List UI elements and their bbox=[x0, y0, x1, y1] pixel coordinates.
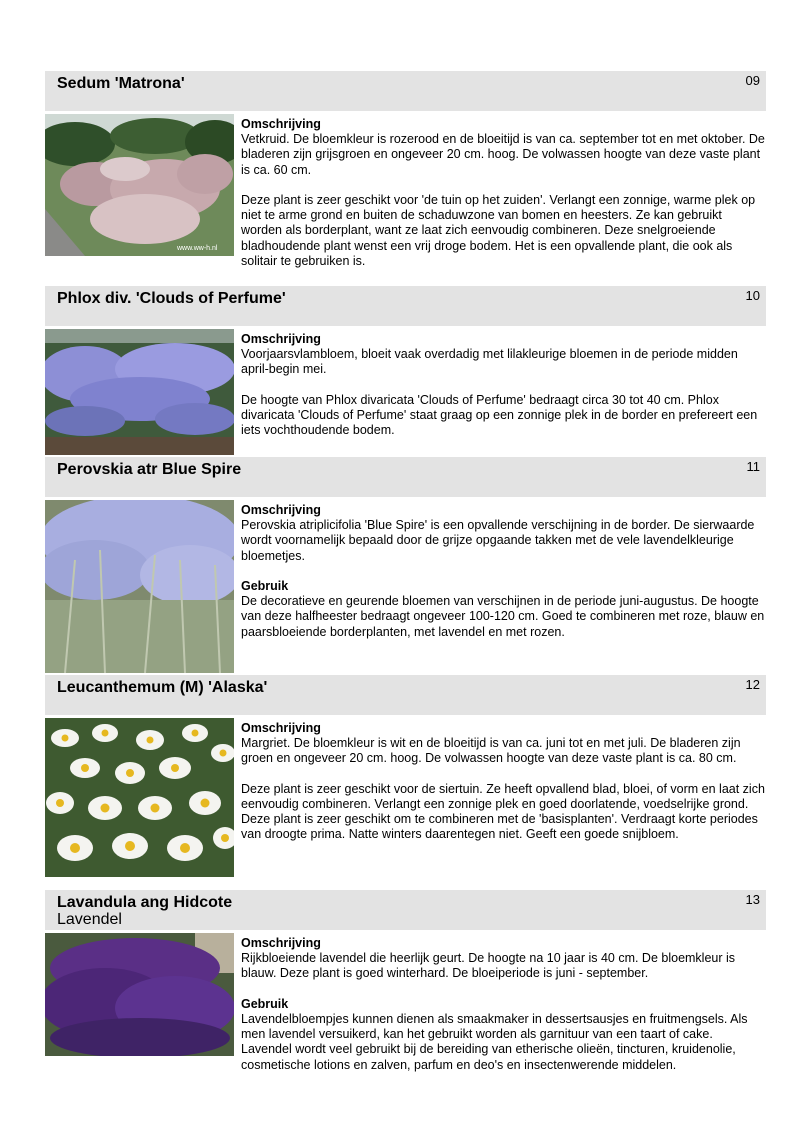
plant-name: Phlox div. 'Clouds of Perfume' bbox=[57, 290, 286, 307]
section-heading: Omschrijving bbox=[241, 936, 321, 950]
section-heading: Gebruik bbox=[241, 996, 289, 1011]
plant-name: Leucanthemum (M) 'Alaska' bbox=[57, 679, 268, 696]
paragraph: De decoratieve en geurende bloemen van verschijnen in de periode juni-augustus. De hoogte van deze halfheester bedraagt ongeveer 100-120 cm. Goed te combineren met roze, blauw en paarsbloeiende borderplanten, met lavendel en met rozen. bbox=[241, 594, 765, 639]
plant-number: 11 bbox=[746, 459, 760, 474]
plant-photo bbox=[45, 500, 234, 673]
paragraph: Deze plant is zeer geschikt voor 'de tuin op het zuiden'. Verlangt een zonnige, warme plek op niet te arme grond en buiten de schaduwzone van bomen en heesters. Ze kan gebruikt worden als borderplant, want ze laat zich eenvoudig combineren. Deze snelgroeiende bladhoudende plant wenst een vrij droge bodem. Het is een opvallende plant, die ook als solitair te gebruiken is. bbox=[241, 193, 756, 268]
plant-entry-leucanthemum bbox=[45, 675, 766, 842]
paragraph: Margriet. De bloemkleur is wit en de bloeitijd is van ca. juni tot en met juli. De bladeren zijn groen en ongeveer 20 cm. hoog. De volwassen hoogte van deze vaste plant is ca. 80 cm. bbox=[241, 736, 741, 766]
plant-description bbox=[241, 936, 766, 1073]
plant-photo bbox=[45, 933, 234, 1056]
section-heading: Gebruik bbox=[241, 579, 289, 593]
plant-header bbox=[45, 890, 766, 930]
plant-header bbox=[45, 457, 766, 497]
plant-description bbox=[241, 503, 766, 640]
plant-description bbox=[241, 332, 766, 438]
plant-entry-sedum bbox=[45, 71, 766, 268]
paragraph: Lavendelbloempjes kunnen dienen als smaakmaker in dessertsausjes en fruitmengsels. Als men lavendel versuikerd, kan het gebruikt worden als garnituur van een taart of cake. Lavendel wordt veel gebruikt bij de bereiding van etherische olieën, tincturen, kruidenolie, cosmetische lotions en zalven, parfum en deo's en insectenwerende middelen. bbox=[241, 1012, 748, 1072]
plant-number: 12 bbox=[745, 677, 760, 692]
paragraph: Vetkruid. De bloemkleur is rozerood en de bloeitijd is van ca. september tot en met oktober. De bladeren zijn grijsgroen en ongeveer 20 cm. hoog. De volwassen hoogte van deze vaste plant is ca. 60 cm. bbox=[241, 132, 765, 177]
photo-watermark: www.ww-h.nl bbox=[177, 245, 218, 252]
section-heading: Omschrijving bbox=[241, 117, 321, 131]
paragraph: Perovskia atriplicifolia 'Blue Spire' is een opvallende verschijning in de border. De sierwaarde wordt voornamelijk bepaald door de grijze opgaande takken met de vele lavendelkleurige bloemetjes. bbox=[241, 518, 755, 563]
plant-number: 13 bbox=[745, 892, 760, 907]
plant-common-name: Lavendel bbox=[57, 911, 122, 928]
section-heading: Omschrijving bbox=[241, 503, 321, 517]
section-heading: Omschrijving bbox=[241, 721, 321, 735]
plant-header bbox=[45, 71, 766, 111]
plant-entry-perovskia bbox=[45, 457, 766, 639]
plant-name: Perovskia atr Blue Spire bbox=[57, 461, 242, 478]
plant-header bbox=[45, 675, 766, 715]
plant-photo bbox=[45, 329, 234, 455]
paragraph: Rijkbloeiende lavendel die heerlijk geurt. De hoogte na 10 jaar is 40 cm. De bloemkleur is blauw. Deze plant is goed winterhard. De bloeiperiode is juni - september. bbox=[241, 951, 736, 981]
plant-description bbox=[241, 117, 766, 269]
plant-photo bbox=[45, 114, 234, 256]
plant-entry-lavandula bbox=[45, 890, 766, 1072]
plant-number: 10 bbox=[745, 288, 760, 303]
section-heading: Omschrijving bbox=[241, 332, 321, 346]
plant-entry-phlox bbox=[45, 286, 766, 438]
paragraph: Voorjaarsvlambloem, bloeit vaak overdadig met lilakleurige bloemen in de periode midden april-begin mei. bbox=[241, 347, 738, 377]
paragraph: Deze plant is zeer geschikt voor de siertuin. Ze heeft opvallend blad, bloei, of vorm en laat zich eenvoudig combineren. Verlangt een zonnige plek en goed doorlatende, voedselrijke grond. Deze plant is zeer geschikt om te combineren met de 'basisplanten'. Verdraagt korte periodes van droogte prima. Natte winters daarentegen niet. Geeft een goede snijbloem. bbox=[241, 781, 765, 842]
plant-description bbox=[241, 721, 766, 843]
plant-number: 09 bbox=[745, 73, 760, 88]
plant-name: Lavandula ang Hidcote bbox=[57, 894, 233, 911]
plant-header bbox=[45, 286, 766, 326]
paragraph: De hoogte van Phlox divaricata 'Clouds of Perfume' bedraagt circa 30 tot 40 cm. Phlox divaricata 'Clouds of Perfume' staat graag op een zonnige plek in de border en prefereert een iets vochthoudende bodem. bbox=[241, 392, 758, 438]
plant-photo bbox=[45, 718, 234, 877]
plant-name: Sedum 'Matrona' bbox=[57, 75, 185, 92]
